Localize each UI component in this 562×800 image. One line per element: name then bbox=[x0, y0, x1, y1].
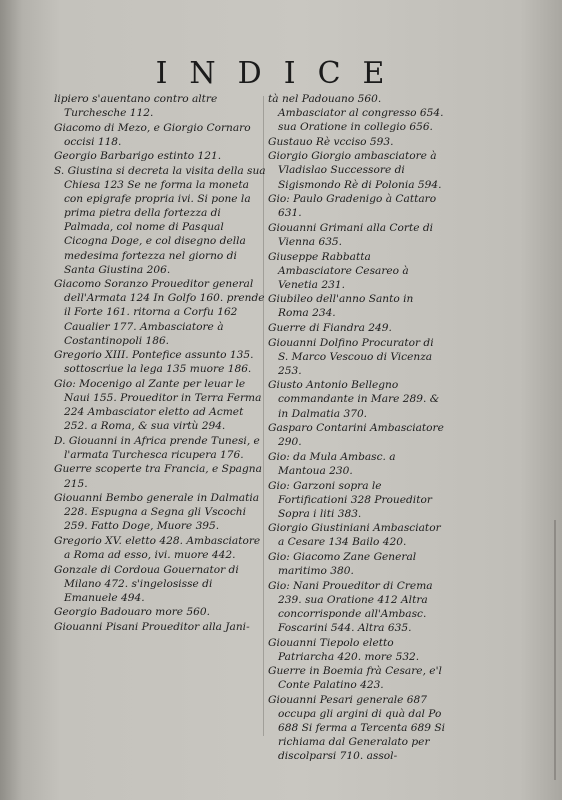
index-entry: Gio: Paulo Gradenigo à Cattaro 631. bbox=[268, 193, 437, 220]
index-entry: Giouanni Pesari generale 687 occupa gli argini di quà dal Po 688 Si ferma a Tercenta 689 Si richiama dal Generalato per discolparsi 710. assol- bbox=[268, 693, 446, 763]
index-entry: Giacomo di Mezo, e Giorgio Cornaro occisi 118. bbox=[54, 121, 251, 148]
index-entry: Georgio Badouaro more 560. bbox=[54, 606, 211, 619]
page-edge-shadow bbox=[554, 520, 556, 780]
index-entry: Guerre di Fiandra 249. bbox=[268, 322, 392, 334]
index-column-left bbox=[54, 92, 266, 635]
index-entry: Giouanni Grimani alla Corte di Vienna 635. bbox=[268, 221, 434, 248]
index-entry: Gio: Nani Proueditor di Crema 239. sua Oratione 412 Altra concorrisponde all'Ambasc. Foscarini 544. Altra 635. bbox=[268, 579, 433, 634]
index-entry: S. Giustina si decreta la visita della sua Chiesa 123 Se ne forma la moneta con epigrafe propria ivi. Si pone la prima pietra della fortezza di Palmada, col nome di Pasqual Cicogna Doge, e col disegno della medesima fortezza nel giorno di Santa Giustina 206. bbox=[54, 164, 266, 276]
index-entry: Gregorio XV. eletto 428. Ambasciatore a Roma ad esso, ivi. muore 442. bbox=[54, 534, 261, 561]
index-entry: Giorgio Giustiniani Ambasciator a Cesare 134 Bailo 420. bbox=[268, 522, 441, 549]
index-entry: D. Giouanni in Africa prende Tunesi, e l'armata Turchesca ricupera 176. bbox=[54, 434, 260, 461]
index-entry: Guerre scoperte tra Francia, e Spagna 215. bbox=[54, 463, 262, 490]
index-entry: Giouanni Dolfino Procurator di S. Marco Vescouo di Vicenza 253. bbox=[268, 336, 434, 377]
index-entry: Giuseppe Rabbatta Ambasciatore Cesareo à Venetia 231. bbox=[268, 250, 409, 291]
index-entry: Giubileo dell'anno Santo in Roma 234. bbox=[268, 293, 414, 320]
page-title: INDICE bbox=[155, 56, 407, 91]
index-entry: Giusto Antonio Bellegno commandante in Mare 289. & in Dalmatia 370. bbox=[268, 379, 440, 420]
index-entry: lipiero s'auentano contro altre Turchesche 112. bbox=[54, 93, 218, 120]
index-entry: Gio: Giacomo Zane General maritimo 380. bbox=[268, 551, 417, 578]
index-entry: tà nel Padouano 560. Ambasciator al congresso 654. sua Oratione in collegio 656. bbox=[268, 93, 444, 134]
index-entry: Giouanni Tiepolo eletto Patriarcha 420. more 532. bbox=[268, 636, 420, 663]
index-entry: Giacomo Soranzo Proueditor general dell'Armata 124 In Golfo 160. prende il Forte 161. ritorna a Corfu 162 Caualier 177. Ambasciatore à Costantinopoli 186. bbox=[54, 278, 265, 347]
index-entry: Gregorio XIII. Pontefice assunto 135. sottoscriue la lega 135 muore 186. bbox=[54, 349, 254, 376]
index-entry: Gio: Mocenigo al Zante per leuar le Naui 155. Proueditor in Terra Ferma 224 Ambasciator eletto ad Acmet 252. a Roma, & sua virtù 294. bbox=[54, 377, 262, 433]
index-entry: Gonzale di Cordoua Gouernator di Milano 472. s'ingelosisse di Emanuele 494. bbox=[54, 563, 239, 604]
index-entry: Georgio Barbarigo estinto 121. bbox=[54, 150, 222, 163]
index-entry: Gustauo Rè vcciso 593. bbox=[268, 135, 394, 148]
index-entry: Giouanni Pisani Proueditor alla Jani- bbox=[54, 620, 250, 633]
index-entry: Gio: da Mula Ambasc. a Mantoua 230. bbox=[268, 450, 396, 477]
index-entry: Gio: Garzoni sopra le Fortificationi 328 Proueditor Sopra i liti 383. bbox=[268, 479, 432, 520]
index-entry: Gasparo Contarini Ambasciatore 290. bbox=[268, 422, 444, 449]
index-entry: Guerre in Boemia frà Cesare, e'l Conte Palatino 423. bbox=[268, 665, 442, 692]
index-entry: Giorgio Giorgio ambasciatore à Vladislao Successore di Sigismondo Rè di Polonia 594. bbox=[268, 150, 442, 191]
index-column-right bbox=[268, 92, 446, 764]
index-entry: Giouanni Bembo generale in Dalmatia 228. Espugna a Segna gli Vscochi 259. Fatto Doge, Muore 395. bbox=[54, 492, 260, 533]
